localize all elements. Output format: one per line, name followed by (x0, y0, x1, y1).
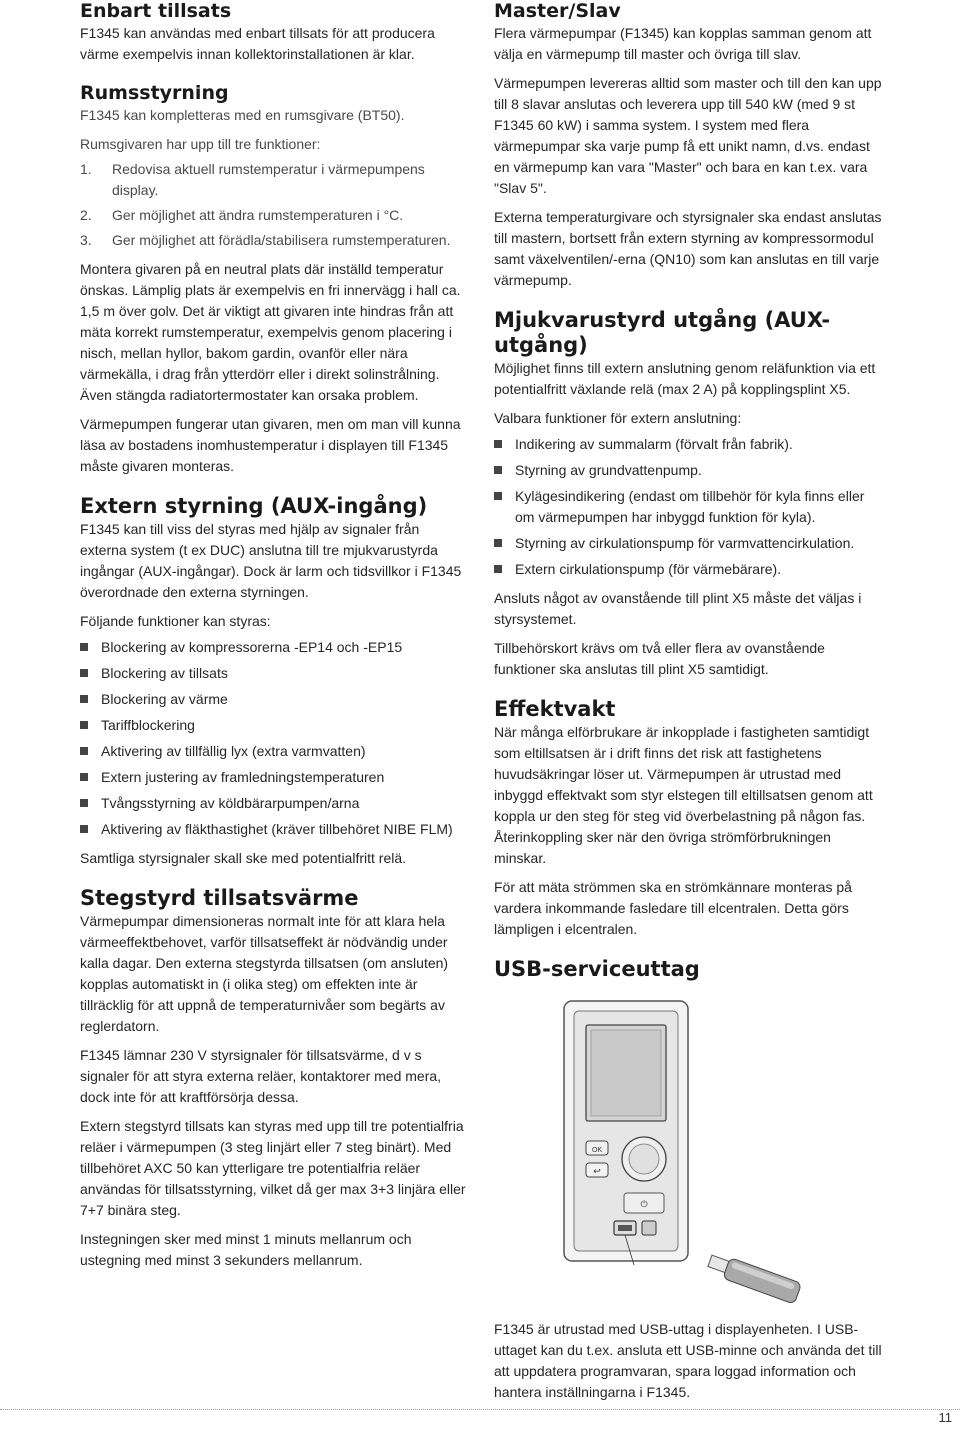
square-bullet-icon (80, 721, 88, 729)
square-bullet-icon (494, 539, 502, 547)
section-master-slav (494, 0, 886, 291)
section-enbart-tillsats (80, 0, 468, 65)
display-screen-glass (591, 1030, 661, 1116)
list-item (80, 793, 468, 814)
list-text: Extern cirkulationspump (för värmebärare). (515, 561, 782, 578)
paragraph: F1345 kan kompletteras med en rumsgivare (BT50). (80, 106, 405, 123)
list-item (494, 434, 886, 455)
square-bullet-icon (80, 825, 88, 833)
list-text: Redovisa aktuell rumstemperatur i värmepumpens display. (112, 160, 425, 198)
list-text: Blockering av tillsats (101, 664, 228, 681)
control-knob-center (629, 1144, 659, 1174)
list-text: Blockering av värme (101, 690, 228, 707)
paragraph: Externa temperaturgivare och styrsignaler ska endast anslutas till mastern, bortsett från extern styrning av kompressormodul samt växelventilen/-erna (QN10) som kan anslutas en till varje värmepump. (494, 208, 882, 288)
right-column (494, 0, 886, 1403)
paragraph: Tillbehörskort krävs om två eller flera av ovanstående funktioner ska anslutas till plint X5 samtidigt. (494, 640, 825, 678)
list-item (80, 715, 468, 736)
footer-divider (0, 1409, 960, 1410)
list-item (494, 460, 886, 481)
usb-port-slot (618, 1225, 632, 1231)
square-bullet-icon (494, 492, 502, 500)
heading-enbart-tillsats: Enbart tillsats (80, 0, 232, 22)
list-text: Aktivering av tillfällig lyx (extra varmvatten) (101, 742, 366, 759)
list-text: Aktivering av fläkthastighet (kräver tillbehöret NIBE FLM) (101, 820, 453, 837)
ok-button-label: OK (591, 1146, 603, 1154)
paragraph: Ansluts något av ovanstående till plint X5 måste det väljas i styrsystemet. (494, 590, 862, 628)
square-bullet-icon (80, 773, 88, 781)
heading-rumsstyrning: Rumsstyrning (80, 81, 229, 104)
heading-master-slav: Master/Slav (494, 0, 621, 22)
list-number: 2. (80, 206, 92, 223)
bullet-list (80, 637, 468, 840)
heading-usb-serviceuttag: USB-serviceuttag (494, 957, 700, 982)
list-item (494, 533, 886, 554)
square-bullet-icon (80, 747, 88, 755)
paragraph: Samtliga styrsignaler skall ske med potentialfritt relä. (80, 849, 407, 866)
list-number: 3. (80, 231, 92, 248)
paragraph: F1345 kan till viss del styras med hjälp av signaler från externa system (t ex DUC) anslutna till tre mjukvarustyrda ingångar (AUX-ingångar). Dock är larm och tidsvillkor i F1345 överordnade den externa styrningen. (80, 520, 462, 600)
list-item (80, 819, 468, 840)
paragraph: Flera värmepumpar (F1345) kan kopplas samman genom att välja en värmepump till master och övriga till slav. (494, 24, 872, 62)
square-bullet-icon (80, 695, 88, 703)
list-text: Styrning av grundvattenpump. (515, 462, 702, 479)
section-extern-styrning (80, 494, 468, 869)
heading-extern-styrning: Extern styrning (AUX-ingång) (80, 493, 428, 518)
heading-mjukvarustyrd-utgang: Mjukvarustyrd utgång (AUX-utgång) (494, 307, 831, 357)
list-item (80, 663, 468, 684)
section-stegstyrd-tillsatsvarme (80, 886, 468, 1271)
paragraph: Följande funktioner kan styras: (80, 612, 271, 629)
list-text: Ger möjlighet att förädla/stabilisera rumstemperaturen. (112, 231, 451, 248)
paragraph: För att mäta strömmen ska en strömkännare monteras på vardera inkommande fasledare till elcentralen. Detta görs lämpligen i elcentralen. (494, 879, 852, 938)
service-port (642, 1221, 656, 1235)
bullet-list (494, 434, 886, 580)
back-arrow-icon: ↩ (593, 1166, 601, 1177)
usb-stick (706, 1251, 802, 1304)
left-column (80, 0, 468, 1271)
paragraph: F1345 är utrustad med USB-uttag i displayenheten. I USB-uttaget kan du t.ex. ansluta ett USB-minne och använda det till att uppdatera programvaran, spara loggad information och hantera inställningarna i F1345. (494, 1320, 882, 1400)
paragraph: Värmepumpen levereras alltid som master och till den kan upp till 8 slavar anslutas och leverera upp till 540 kW (med 9 st F1345 60 kW) i samma system. I system med flera värmepumpar ska varje pump få ett unikt namn, d.vs. endast en värmepump kan vara "Master" och bara en kan t.ex. vara "Slav 5". (494, 74, 882, 196)
numbered-list (80, 159, 468, 251)
list-item (80, 637, 468, 658)
paragraph: Instegningen sker med minst 1 minuts mellanrum och ustegning med minst 3 sekunders mellanrum. (80, 1230, 412, 1268)
paragraph: Valbara funktioner för extern anslutning: (494, 410, 742, 427)
section-mjukvarustyrd-utgang (494, 308, 886, 680)
list-text: Indikering av summalarm (förvalt från fabrik). (515, 436, 793, 453)
list-item (80, 230, 468, 251)
list-item (80, 767, 468, 788)
paragraph: När många elförbrukare är inkopplade i fastigheten samtidigt som eltillsatsen är i drift finns det risk att fastighetens huvudsäkringar löser ut. Värmepumpen är utrustad med inbyggd effektvakt som styr elstegen till eltillsatsen genom att koppla ur den steg för steg vid överbelastning på någon fas. Återinkoppling sker när den övriga strömförbrukningen minskar. (494, 724, 873, 867)
power-icon: ⏻ (640, 1199, 648, 1210)
list-text: Tariffblockering (101, 716, 195, 733)
list-text: Extern justering av framledningstemperaturen (101, 768, 385, 785)
list-item (494, 559, 886, 580)
paragraph: F1345 kan användas med enbart tillsats för att producera värme exempelvis innan kollektorinstallationen är klar. (80, 24, 435, 62)
list-item (80, 159, 468, 201)
list-text: Kylägesindikering (endast om tillbehör för kyla finns eller om värmepumpen har inbyggd funktion för kyla). (515, 488, 865, 526)
list-item (80, 205, 468, 226)
square-bullet-icon (494, 440, 502, 448)
square-bullet-icon (80, 799, 88, 807)
square-bullet-icon (80, 643, 88, 651)
usb-display-unit-figure (494, 995, 824, 1315)
paragraph: Rumsgivaren har upp till tre funktioner: (80, 135, 321, 152)
square-bullet-icon (494, 565, 502, 573)
paragraph: Möjlighet finns till extern anslutning genom reläfunktion via ett potentialfritt växlande relä (max 2 A) på kopplingsplint X5. (494, 360, 876, 398)
list-item (80, 689, 468, 710)
section-rumsstyrning (80, 82, 468, 477)
section-usb-serviceuttag (494, 957, 886, 1402)
list-number: 1. (80, 160, 92, 177)
list-text: Ger möjlighet att ändra rumstemperaturen i °C. (112, 206, 404, 223)
paragraph: Värmepumpar dimensioneras normalt inte för att klara hela värmeeffektbehovet, varför tillsatseffekt är nödvändig under kalla dagar. Den externa stegstyrda tillsatsen (om ansluten) kopplas automatiskt in (i olika steg) om effekten inte är tillräcklig för att uppnå de temperaturnivåer som begärts av reglerdatorn. (80, 912, 449, 1034)
list-item (494, 486, 886, 528)
paragraph: Extern stegstyrd tillsats kan styras med upp till tre potentialfria reläer i värmepumpen (3 steg linjärt eller 7 steg binärt). Med tillbehöret AXC 50 kan ytterligare tre potentialfria reläer användas för tillsatsstyrning, vilket då ger max 3+3 linjära eller 7+7 binära steg. (80, 1117, 466, 1218)
list-text: Styrning av cirkulationspump för varmvattencirkulation. (515, 535, 855, 552)
list-text: Blockering av kompressorerna -EP14 och -EP15 (101, 638, 403, 655)
heading-effektvakt: Effektvakt (494, 697, 616, 722)
paragraph: Värmepumpen fungerar utan givaren, men om man vill kunna läsa av bostadens inomhustemperatur i displayen till F1345 måste givaren monteras. (80, 415, 461, 474)
heading-stegstyrd-tillsatsvarme: Stegstyrd tillsatsvärme (80, 885, 359, 910)
square-bullet-icon (494, 466, 502, 474)
square-bullet-icon (80, 669, 88, 677)
page-number: 11 (938, 1410, 952, 1425)
list-text: Tvångsstyrning av köldbärarpumpen/arna (101, 794, 360, 811)
section-effektvakt (494, 697, 886, 940)
list-item (80, 741, 468, 762)
paragraph: F1345 lämnar 230 V styrsignaler för tillsatsvärme, d v s signaler för att styra externa reläer, kontaktorer med mera, dock inte för att kraftförsörja dessa. (80, 1046, 442, 1105)
paragraph: Montera givaren på en neutral plats där inställd temperatur önskas. Lämplig plats är exempelvis en fri innervägg i hall ca. 1,5 m över golv. Det är viktigt att givaren inte hindras från att mäta korrekt rumstemperatur, exempelvis genom placering i nisch, mellan hyllor, bakom gardin, ovanför eller nära värmekälla, i drag från ytterdörr eller i direkt solinstrålning. Även stängda radiatortermostater kan orsaka problem. (80, 260, 461, 403)
